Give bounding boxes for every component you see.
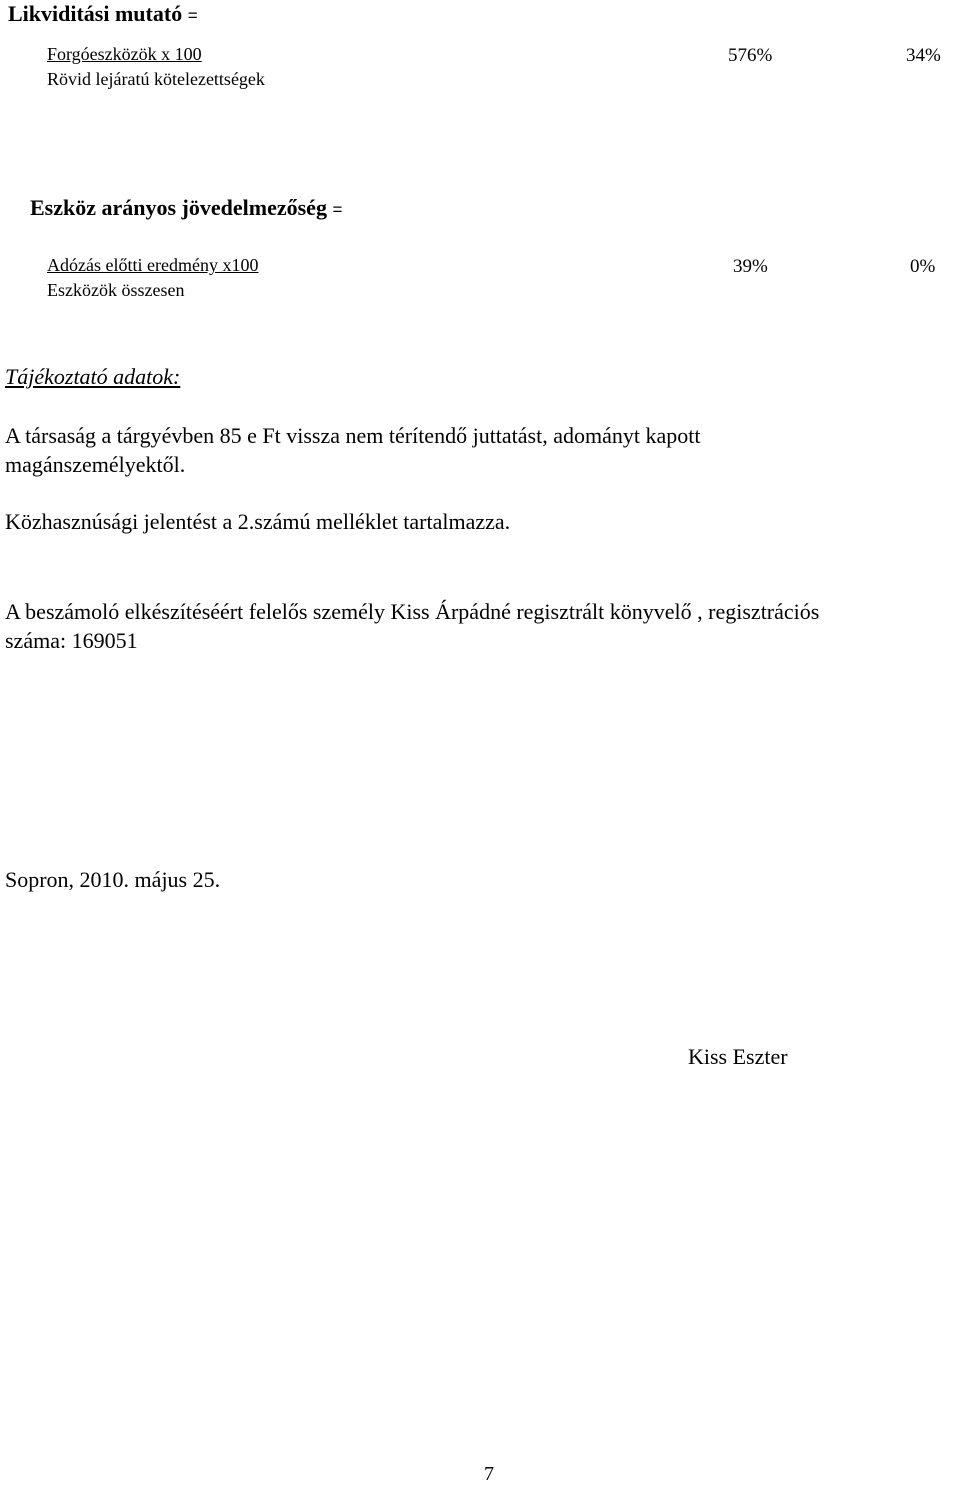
liquidity-title: Likviditási mutató	[8, 1, 183, 26]
profitability-numerator: Adózás előtti eredmény x100	[47, 255, 259, 275]
liquidity-equals: =	[187, 6, 198, 25]
info-paragraph-3-line-2: száma: 169051	[5, 628, 138, 653]
info-paragraph-1-line-2: magánszemélyektől.	[5, 452, 186, 477]
info-paragraph-3	[5, 597, 819, 655]
signatory-name: Kiss Eszter	[688, 1044, 788, 1069]
info-paragraph-3-line-1: A beszámoló elkészítéséért felelős személy Kiss Árpádné regisztrált könyvelő , regisztrációs	[5, 599, 820, 624]
profitability-heading	[30, 197, 342, 219]
info-title: Tájékoztató adatok:	[5, 364, 181, 389]
profitability-title: Eszköz arányos jövedelmezőség	[30, 195, 327, 220]
page-number: 7	[484, 1463, 494, 1485]
info-paragraph-1-line-1: A társaság a tárgyévben 85 e Ft vissza nem térítendő juttatást, adományt kapott	[5, 423, 701, 448]
profitability-value-previous: 0%	[910, 256, 936, 277]
info-paragraph-1	[5, 421, 700, 479]
liquidity-denominator: Rövid lejáratú kötelezettségek	[47, 69, 265, 89]
liquidity-heading	[8, 3, 198, 25]
liquidity-value-previous: 34%	[906, 45, 941, 66]
liquidity-value-current: 576%	[728, 45, 773, 66]
profitability-value-current: 39%	[733, 256, 768, 277]
place-date: Sopron, 2010. május 25.	[5, 867, 221, 892]
profitability-equals: =	[332, 200, 343, 219]
profitability-denominator: Eszközök összesen	[47, 280, 185, 300]
liquidity-numerator: Forgóeszközök x 100	[47, 44, 202, 64]
info-paragraph-2: Közhasznúsági jelentést a 2.számú melléklet tartalmazza.	[5, 509, 511, 534]
